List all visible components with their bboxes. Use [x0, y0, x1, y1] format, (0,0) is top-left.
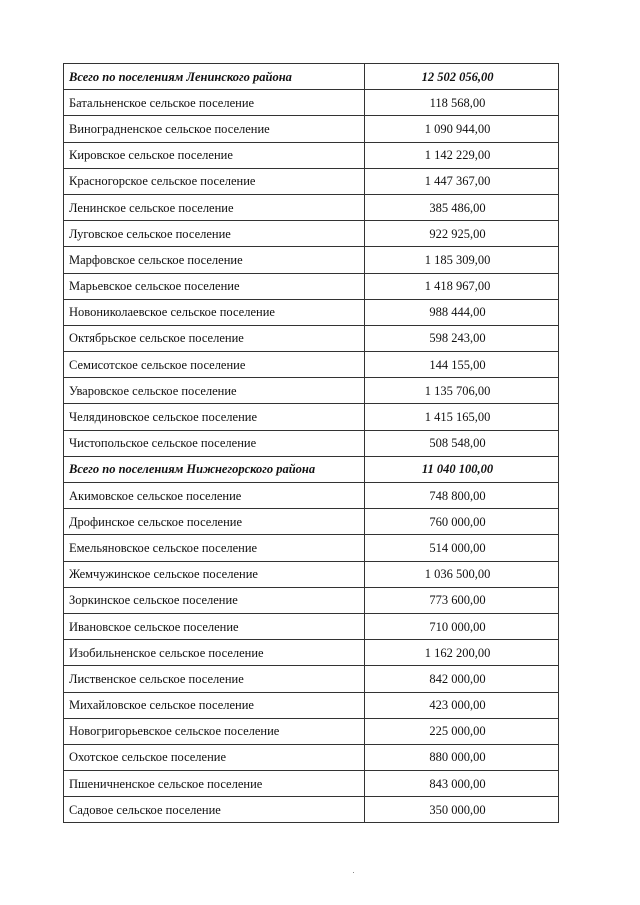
table-row: [64, 613, 559, 639]
settlement-name: Семисотское сельское поселение: [64, 352, 365, 378]
table-row: [64, 587, 559, 613]
settlement-amount: 144 155,00: [365, 352, 559, 378]
table-row: [64, 430, 559, 456]
settlement-name: Новогригорьевское сельское поселение: [64, 718, 365, 744]
table-body: [64, 64, 559, 823]
settlement-amount: 1 415 165,00: [365, 404, 559, 430]
district-total-amount: 12 502 056,00: [365, 64, 559, 90]
settlement-name: Ивановское сельское поселение: [64, 613, 365, 639]
settlement-name: Красногорское сельское поселение: [64, 168, 365, 194]
settlement-name: Новониколаевское сельское поселение: [64, 299, 365, 325]
settlement-amount: 1 036 500,00: [365, 561, 559, 587]
settlement-name: Изобильненское сельское поселение: [64, 640, 365, 666]
settlement-name: Челядиновское сельское поселение: [64, 404, 365, 430]
district-total-amount: 11 040 100,00: [365, 456, 559, 482]
table-row: [64, 509, 559, 535]
settlement-name: Кировское сельское поселение: [64, 142, 365, 168]
table-row: [64, 168, 559, 194]
settlement-amount: 748 800,00: [365, 483, 559, 509]
settlement-amount: 385 486,00: [365, 194, 559, 220]
settlement-name: Акимовское сельское поселение: [64, 483, 365, 509]
document-page: [63, 63, 558, 823]
settlement-amount: 843 000,00: [365, 771, 559, 797]
settlement-name: Марьевское сельское поселение: [64, 273, 365, 299]
table-row: [64, 116, 559, 142]
settlement-amount: 350 000,00: [365, 797, 559, 823]
table-row: [64, 142, 559, 168]
settlement-name: Жемчужинское сельское поселение: [64, 561, 365, 587]
district-total-row: [64, 64, 559, 90]
table-row: [64, 771, 559, 797]
table-row: [64, 325, 559, 351]
table-row: [64, 378, 559, 404]
table-row: [64, 692, 559, 718]
settlement-amount: 508 548,00: [365, 430, 559, 456]
settlement-amount: 598 243,00: [365, 325, 559, 351]
settlement-name: Зоркинское сельское поселение: [64, 587, 365, 613]
settlement-amount: 760 000,00: [365, 509, 559, 535]
table-row: [64, 273, 559, 299]
table-row: [64, 561, 559, 587]
settlement-name: Чистопольское сельское поселение: [64, 430, 365, 456]
table-row: [64, 483, 559, 509]
settlement-amount: 1 090 944,00: [365, 116, 559, 142]
table-row: [64, 90, 559, 116]
district-total-label: Всего по поселениям Нижнегорского района: [64, 456, 365, 482]
settlement-name: Емельяновское сельское поселение: [64, 535, 365, 561]
settlement-name: Михайловское сельское поселение: [64, 692, 365, 718]
settlement-name: Ленинское сельское поселение: [64, 194, 365, 220]
district-total-row: [64, 456, 559, 482]
settlement-amount: 514 000,00: [365, 535, 559, 561]
settlement-amount: 773 600,00: [365, 587, 559, 613]
settlements-budget-table: [63, 63, 559, 823]
table-row: [64, 247, 559, 273]
scan-speck: [353, 872, 354, 873]
settlement-name: Октябрьское сельское поселение: [64, 325, 365, 351]
settlement-amount: 922 925,00: [365, 221, 559, 247]
settlement-amount: 1 135 706,00: [365, 378, 559, 404]
settlement-name: Виноградненское сельское поселение: [64, 116, 365, 142]
table-row: [64, 221, 559, 247]
table-row: [64, 404, 559, 430]
settlement-name: Лиственское сельское поселение: [64, 666, 365, 692]
settlement-name: Батальненское сельское поселение: [64, 90, 365, 116]
settlement-amount: 842 000,00: [365, 666, 559, 692]
settlement-amount: 1 142 229,00: [365, 142, 559, 168]
table-row: [64, 744, 559, 770]
settlement-amount: 423 000,00: [365, 692, 559, 718]
table-row: [64, 194, 559, 220]
table-row: [64, 535, 559, 561]
table-row: [64, 797, 559, 823]
settlement-amount: 225 000,00: [365, 718, 559, 744]
settlement-amount: 1 447 367,00: [365, 168, 559, 194]
settlement-name: Садовое сельское поселение: [64, 797, 365, 823]
table-row: [64, 718, 559, 744]
settlement-amount: 880 000,00: [365, 744, 559, 770]
table-row: [64, 352, 559, 378]
settlement-amount: 118 568,00: [365, 90, 559, 116]
settlement-amount: 988 444,00: [365, 299, 559, 325]
settlement-name: Марфовское сельское поселение: [64, 247, 365, 273]
settlement-amount: 1 162 200,00: [365, 640, 559, 666]
district-total-label: Всего по поселениям Ленинского района: [64, 64, 365, 90]
settlement-amount: 1 185 309,00: [365, 247, 559, 273]
settlement-name: Уваровское сельское поселение: [64, 378, 365, 404]
table-row: [64, 640, 559, 666]
table-row: [64, 299, 559, 325]
settlement-name: Охотское сельское поселение: [64, 744, 365, 770]
settlement-name: Дрофинское сельское поселение: [64, 509, 365, 535]
settlement-name: Пшеничненское сельское поселение: [64, 771, 365, 797]
settlement-name: Луговское сельское поселение: [64, 221, 365, 247]
settlement-amount: 710 000,00: [365, 613, 559, 639]
table-row: [64, 666, 559, 692]
settlement-amount: 1 418 967,00: [365, 273, 559, 299]
